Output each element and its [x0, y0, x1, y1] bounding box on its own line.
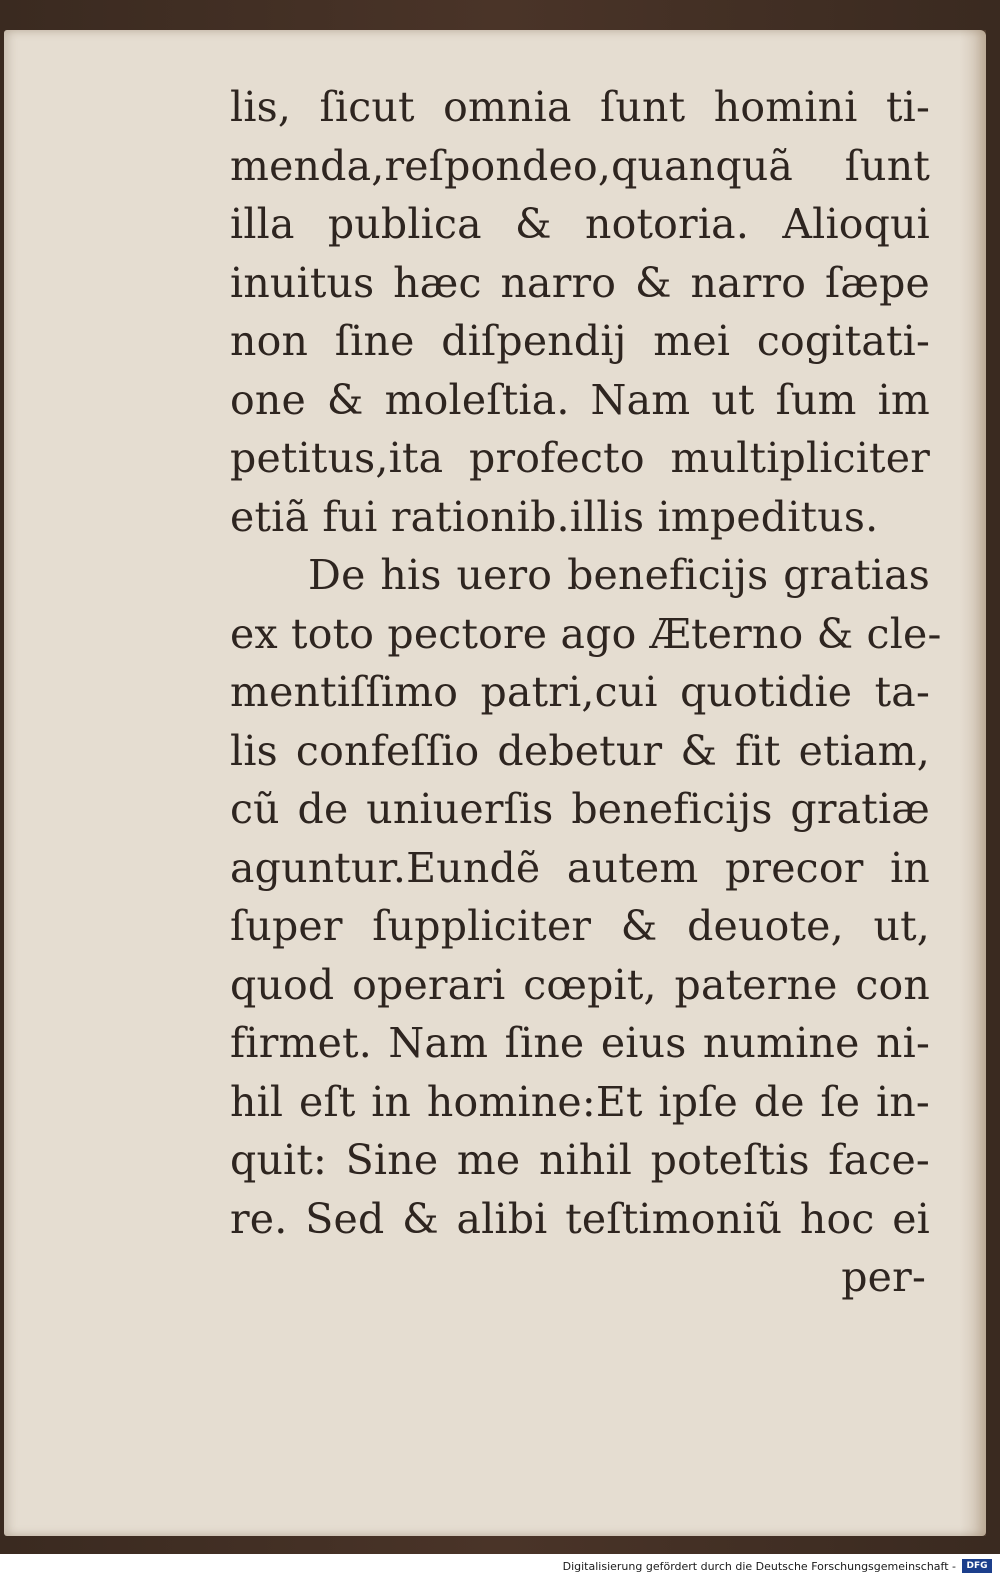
- text-line: re. Sed & alibi teſtimoniũ hoc ei: [230, 1194, 930, 1243]
- text-line: lis, ſicut omnia ſunt homini ti-: [230, 83, 930, 131]
- footer-strip: [0, 1554, 1000, 1576]
- footer-credit: Digitalisierung gefördert durch die Deutsche Forschungsgemeinschaft -: [562, 1560, 956, 1573]
- text-line: aguntur.Eundẽ autem precor in: [230, 843, 930, 892]
- page-text: [230, 78, 942, 1307]
- text-line: petitus,ita profecto multipliciter: [230, 434, 930, 482]
- text-line: ſuper ſuppliciter & deuote, ut,: [230, 902, 930, 950]
- dfg-logo-icon: DFG: [962, 1559, 992, 1573]
- text-line: inuitus hæc narro & narro ſæpe: [230, 258, 930, 307]
- text-line: cũ de uniuerſis beneficijs gratiæ: [230, 785, 930, 833]
- text-line: ex toto pectore ago Æterno & cle-: [230, 609, 942, 658]
- text-line: firmet. Nam ſine eius numine ni-: [230, 1019, 930, 1067]
- text-line: quit: Sine me nihil poteſtis face-: [230, 1136, 930, 1184]
- text-line: De his uero beneficijs gratias: [308, 551, 930, 599]
- catchword: per-: [841, 1253, 926, 1301]
- text-line: one & moleſtia. Nam ut ſum im: [230, 375, 930, 424]
- text-line: mentiſſimo patri,cui quotidie ta-: [230, 668, 930, 716]
- text-line: hil eſt in homine:Et ipſe de ſe in-: [230, 1077, 930, 1126]
- text-line: quod operari cœpit, paterne con: [230, 960, 930, 1009]
- text-line: illa publica & notoria. Alioqui: [230, 200, 930, 248]
- text-line: lis confeſſio debetur & fit etiam,: [230, 726, 930, 775]
- text-line: non ſine diſpendij mei cogitati-: [230, 317, 930, 365]
- text-line: etiã fui rationib.illis impeditus.: [230, 492, 879, 541]
- book-page: [4, 30, 986, 1536]
- text-line: menda,reſpondeo,quanquã ſunt: [230, 141, 930, 190]
